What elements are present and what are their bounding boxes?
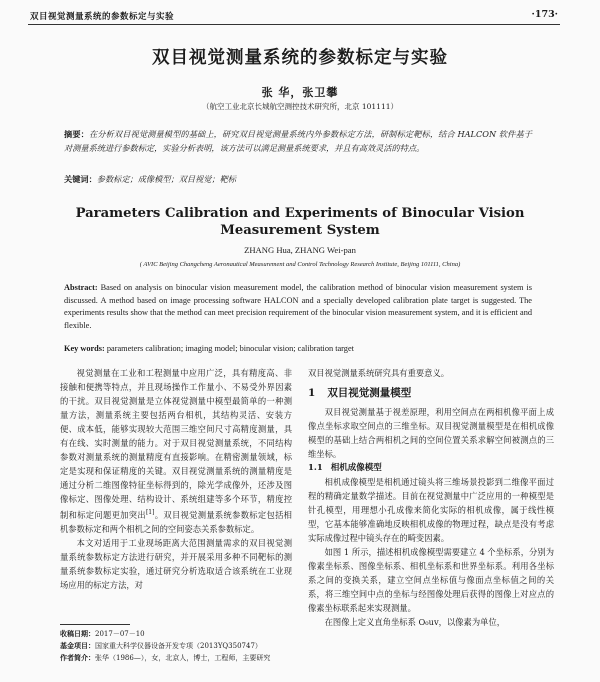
- keywords-label-en: Key words:: [64, 344, 105, 353]
- footnote-fund: [60, 640, 296, 652]
- footnote-author: [60, 652, 296, 664]
- title-english: Parameters Calibration and Experiments of Binocular Vision Measurement System: [75, 206, 525, 238]
- subsection-1-1-number: 1.1: [308, 463, 323, 473]
- section-1-title: 双目视觉测量模型: [327, 387, 412, 399]
- keywords-text-en: parameters calibration; imaging model; binocular vision; calibration target: [104, 344, 354, 353]
- subsection-paragraph-1: 相机成像模型是相机通过镜头将三维场景投影到二维像平面过程的精确定量数学描述。目前在视觉测量中广泛应用的一种模型是针孔模型，用理想小孔成像来简化实际的相机成像，属于线性模型，它基本能够准确地反映相机成像的物理过程，缺点是没有考虑实际成像过程中镜头存在的畸变因素。: [308, 477, 554, 543]
- abstract-label-cn: 摘要：: [64, 129, 89, 139]
- footnote-rule: [60, 624, 130, 625]
- intro-p1-text: 视觉测量在工业和工程测量中应用广泛，具有精度高、非接触和便携等特点，并且现场操作工作量小、不易受外界因素的干扰。双目视觉测量是立体视觉测量中模型最简单的一种测量方法，测量系统主要包括两台相机，其结构灵活、安装方便、成本低，能够实现较大范围三维空间尺寸高精度测量，具有在线、实时测量的能力。对于双目视觉测量系统，不同结构参数对测量系统的测量精度有直接影响。在精密测量领域，标定是实现和保证精度的关键。双目视觉测量系统的测量精度是通过分析二维图像特征坐标得到的，除光学成像外，还涉及图像标定、图像处理、结构设计、系统组建等多个环节，精度控制和标定问题更加突出: [60, 368, 292, 520]
- section-1-heading: [308, 386, 554, 400]
- running-head: 双目视觉测量系统的参数标定与实验: [30, 12, 175, 22]
- abstract-text-en: Based on analysis on binocular vision measurement model, the calibration method of binocular vision measurement system is discussed. A method based on image processing software HALCON and a specially developed calibration plate target is suggested. The experiments results show that the method can meet precision requirement of the binocular vision measurement system, and it is efficient and flexible.: [64, 283, 532, 331]
- continued-paragraph: 双目视觉测量系统研究具有重要意义。: [308, 368, 450, 378]
- abstract-label-en: Abstract:: [64, 283, 98, 292]
- keywords-english: [64, 344, 532, 353]
- keywords-text-cn: 参数标定；成像模型；双目视觉；靶标: [96, 174, 236, 184]
- abstract-english: [64, 282, 532, 333]
- abstract-text-cn: 在分析双目视觉测量模型的基础上，研究双目视觉测量系统内外参数标定方法，研制标定靶标，结合 HALCON 软件基于对测量系统进行参数标定，实验分析表明，该方法可以满足测量系统要求，并且有高效灵活的特点。: [64, 129, 532, 153]
- affiliation-english: ( AVIC Beijing Changcheng Aeronautical Measurement and Control Technology Research Institute, Beijing 101111, China): [139, 261, 461, 268]
- citation-1: [1]: [145, 509, 155, 516]
- footnotes: [60, 628, 296, 664]
- subsection-1-1-title: 相机成像模型: [330, 463, 382, 473]
- fund-label: 基金项目：: [60, 641, 95, 650]
- fund-text: 国家重大科学仪器设备开发专项（2013YQ350747）: [95, 642, 262, 650]
- intro-paragraph-2: 本文对适用于工业现场距离大范围测量需求的双目视觉测量系统参数标定方法进行研究，并开展采用多种不同靶标的测量系统参数标定实验，通过研究分析选取适合该系统在工业现场应用的标定方法，对: [60, 537, 292, 590]
- affiliation-chinese: （航空工业北京长城航空测控技术研究所，北京 101111）: [201, 102, 398, 111]
- subsection-paragraph-2: 如图 1 所示，描述相机成像模型需要建立 4 个坐标系，分别为像素坐标系、图像坐标系、相机坐标系和世界坐标系。利用各坐标系之间的变换关系，建立空间点坐标值与像面点坐标值之间的关系，将三维空间中点的坐标与经图像处理后获得的图像上对应点的像素坐标联系起来实现测量。: [308, 547, 554, 613]
- author-label: 作者简介：: [60, 653, 95, 662]
- subsection-paragraph-3: 在图像上定义直角坐标系 O₀uv，以像素为单位，: [324, 617, 506, 627]
- body-right-column: [308, 366, 554, 629]
- body-left-column: [60, 366, 292, 592]
- intro-paragraph-1: [60, 366, 292, 536]
- footnote-received: [60, 628, 296, 640]
- authors-chinese: 张 华，张卫攀: [261, 86, 339, 99]
- page-number: ·173·: [531, 9, 558, 20]
- abstract-chinese: [64, 127, 532, 155]
- received-date: 2017－07－10: [95, 630, 145, 638]
- keywords-chinese: [64, 174, 532, 185]
- author-text: 张华（1986—），女，北京人，博士，工程师，主要研究: [95, 654, 271, 662]
- intro-p1-end: 。双目视觉测量系统参数标定包括相机参数标定和两个相机之间的空间姿态关系参数标定。: [60, 509, 292, 534]
- keywords-label-cn: 关键词：: [64, 174, 97, 184]
- title-chinese: 双目视觉测量系统的参数标定与实验: [152, 48, 448, 68]
- authors-english: ZHANG Hua, ZHANG Wei-pan: [244, 245, 356, 255]
- section-1-paragraph: 双目视觉测量基于视差原理，利用空间点在两相机像平面上成像点坐标求取空间点的三维坐标。双目视觉测量模型是在相机成像模型的基础上结合两相机之间的空间位置关系求解空间被测点的三维坐标。: [308, 407, 554, 459]
- section-1-number: 1: [308, 387, 316, 399]
- received-label: 收稿日期：: [60, 629, 95, 638]
- header-rule: [28, 24, 560, 25]
- subsection-1-1-heading: [308, 461, 554, 475]
